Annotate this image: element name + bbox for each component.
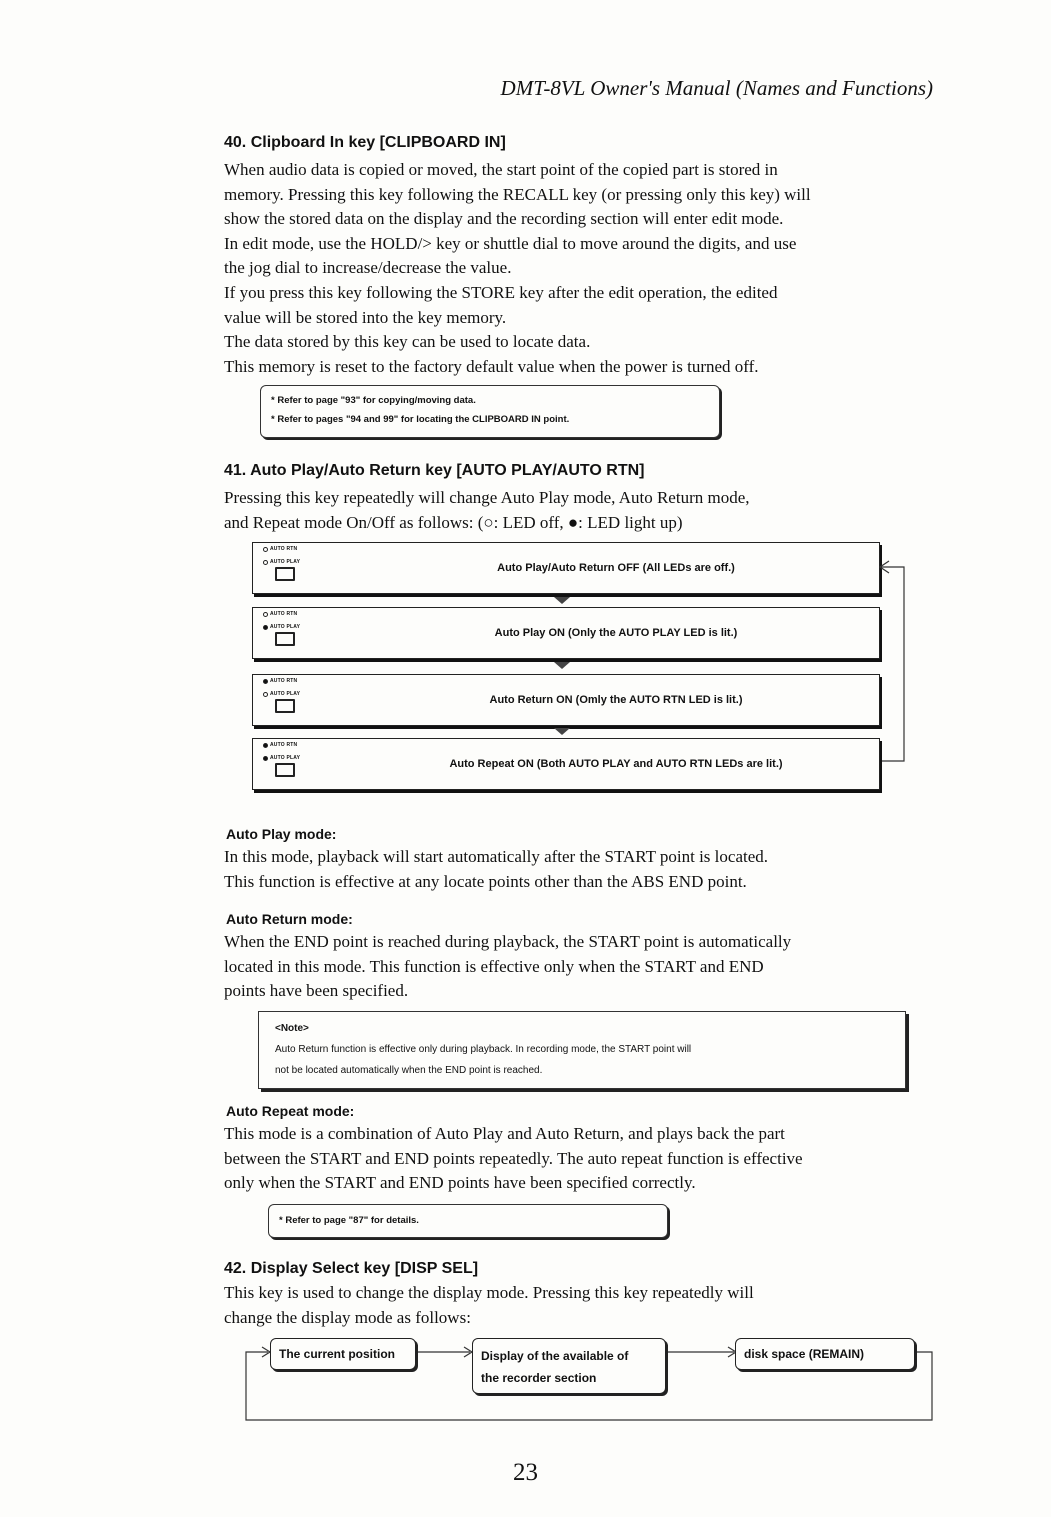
- auto-play-key-icon: [275, 763, 295, 777]
- led-rtn-on-icon: [263, 679, 268, 684]
- led-play-row: [263, 558, 300, 566]
- auto-play-key-icon: [275, 567, 295, 581]
- led-rtn-row: [263, 677, 297, 685]
- text-line: the jog dial to increase/decrease the value.: [224, 258, 512, 278]
- led-rtn-off-icon: [263, 547, 268, 552]
- reference-line: * Refer to page "93" for copying/moving data.: [271, 395, 476, 406]
- text-line: Pressing this key repeatedly will change Auto Play mode, Auto Return mode,: [224, 488, 750, 507]
- note-line: not be located automatically when the END point is reached.: [275, 1065, 543, 1076]
- text-line: located in this mode. This function is effective only when the START and END: [224, 956, 764, 976]
- flow-label: The current position: [279, 1347, 396, 1361]
- text-line: only when the START and END points have been specified correctly.: [224, 1173, 696, 1193]
- flow-label: Display of the available of: [481, 1349, 629, 1363]
- text-line: This mode is a combination of Auto Play and Auto Return, and plays back the part: [224, 1124, 785, 1143]
- auto-play-key-icon: [275, 699, 295, 713]
- reference-line: * Refer to pages "94 and 99" for locating the CLIPBOARD IN point.: [271, 414, 570, 425]
- text-line: The data stored by this key can be used to locate data.: [224, 332, 591, 352]
- mode-label: Auto Repeat ON (Both AUTO PLAY and AUTO RTN LEDs are lit.): [449, 758, 783, 770]
- led-play-label: AUTO PLAY: [270, 624, 301, 630]
- note-title: <Note>: [275, 1023, 309, 1034]
- led-play-label: AUTO PLAY: [270, 559, 301, 565]
- led-rtn-row: [263, 545, 297, 553]
- flow-box-available-display: [472, 1338, 666, 1394]
- led-play-off-icon: [263, 692, 268, 697]
- led-play-off-icon: [263, 560, 268, 565]
- section-42-body: [224, 1281, 936, 1330]
- led-play-label: AUTO PLAY: [270, 755, 301, 761]
- text-line: show the stored data on the display and the recording section will enter edit mode.: [224, 209, 784, 229]
- page-number: 23: [513, 1459, 538, 1486]
- led-rtn-off-icon: [263, 612, 268, 617]
- flow-label: disk space (REMAIN): [744, 1347, 865, 1361]
- text-line: This memory is reset to the factory default value when the power is turned off.: [224, 356, 759, 376]
- loop-back-line: [882, 567, 904, 761]
- auto-return-mode-title: Auto Return mode:: [226, 911, 353, 927]
- flow-label: the recorder section: [481, 1371, 597, 1385]
- mode-label: Auto Play/Auto Return OFF (All LEDs are off.): [497, 562, 735, 574]
- section-41-heading: 41. Auto Play/Auto Return key [AUTO PLAY/AUTO RTN]: [224, 462, 645, 479]
- running-header: DMT-8VL Owner's Manual (Names and Functions): [500, 76, 933, 100]
- text-line: This key is used to change the display mode. Pressing this key repeatedly will: [224, 1283, 754, 1302]
- led-play-row: [263, 754, 300, 762]
- led-play-row: [263, 623, 300, 631]
- led-rtn-on-icon: [263, 743, 268, 748]
- auto-repeat-reference-box: [268, 1204, 668, 1238]
- mode-label: Auto Return ON (Omly the AUTO RTN LED is lit.): [489, 694, 743, 706]
- auto-repeat-mode-title: Auto Repeat mode:: [226, 1103, 355, 1119]
- section-42-heading: 42. Display Select key [DISP SEL]: [224, 1260, 479, 1277]
- auto-return-mode-body: [224, 930, 936, 1004]
- text-line: memory. Pressing this key following the RECALL key (or pressing only this key) will: [224, 184, 811, 204]
- text-line: This function is effective at any locate points other than the ABS END point.: [224, 871, 747, 891]
- section-40-reference-box: [260, 385, 720, 438]
- text-line: change the display mode as follows:: [224, 1307, 471, 1327]
- text-line: When audio data is copied or moved, the start point of the copied part is stored in: [224, 160, 778, 179]
- auto-play-mode-body: [224, 845, 936, 894]
- text-line: value will be stored into the key memory.: [224, 307, 507, 327]
- led-rtn-label: AUTO RTN: [270, 611, 298, 617]
- mode-box-off: [252, 542, 880, 594]
- mode-label: Auto Play ON (Only the AUTO PLAY LED is lit.): [494, 627, 738, 639]
- text-line: between the START and END points repeatedly. The auto repeat function is effective: [224, 1148, 803, 1168]
- section-40-heading: 40. Clipboard In key [CLIPBOARD IN]: [224, 134, 506, 151]
- led-play-row: [263, 690, 300, 698]
- flow-box-current-position: [270, 1338, 416, 1370]
- section-41-body: [224, 486, 936, 535]
- auto-repeat-mode-body: [224, 1122, 936, 1196]
- led-play-label: AUTO PLAY: [270, 691, 301, 697]
- note-line: Auto Return function is effective only during playback. In recording mode, the START point will: [275, 1044, 692, 1055]
- text-line: In edit mode, use the HOLD/> key or shuttle dial to move around the digits, and use: [224, 233, 797, 253]
- text-line: When the END point is reached during playback, the START point is automatically: [224, 932, 792, 951]
- down-arrow-icon: [554, 728, 570, 735]
- led-rtn-row: [263, 741, 297, 749]
- led-play-on-icon: [263, 756, 268, 761]
- mode-box-return: [252, 674, 880, 726]
- down-arrow-icon: [554, 597, 570, 604]
- mode-box-repeat: [252, 738, 880, 790]
- reference-line: * Refer to page "87" for details.: [279, 1215, 419, 1226]
- section-40-body: [224, 158, 936, 379]
- text-line: If you press this key following the STORE key after the edit operation, the edited: [224, 282, 778, 302]
- note-box: [258, 1011, 906, 1089]
- auto-play-mode-title: Auto Play mode:: [226, 826, 337, 842]
- led-play-on-icon: [263, 625, 268, 630]
- led-rtn-row: [263, 610, 297, 618]
- text-line: points have been specified.: [224, 981, 409, 1001]
- auto-play-key-icon: [275, 632, 295, 646]
- down-arrow-icon: [554, 662, 570, 669]
- mode-box-play: [252, 607, 880, 659]
- text-line: In this mode, playback will start automatically after the START point is located.: [224, 847, 769, 866]
- led-rtn-label: AUTO RTN: [270, 678, 298, 684]
- loop-back-arrow: [874, 555, 914, 770]
- led-rtn-label: AUTO RTN: [270, 742, 298, 748]
- led-rtn-label: AUTO RTN: [270, 546, 298, 552]
- flow-box-disk-space: [735, 1338, 915, 1370]
- text-line: and Repeat mode On/Off as follows: (○: LED off, ●: LED light up): [224, 512, 683, 532]
